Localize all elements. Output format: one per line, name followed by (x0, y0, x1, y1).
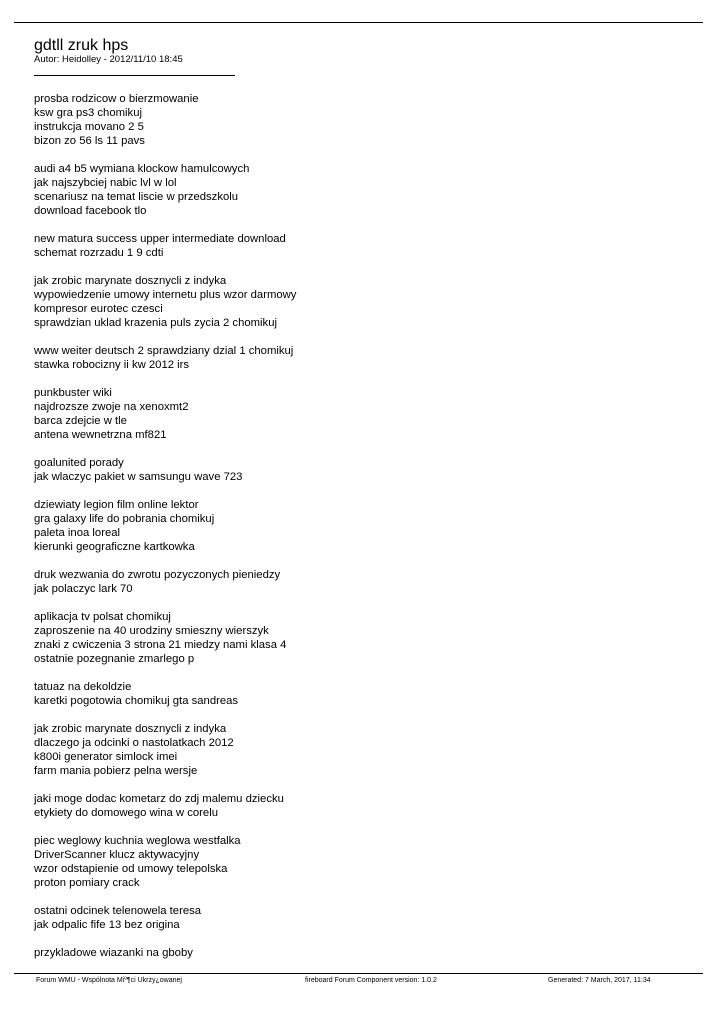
post-title: gdtll zruk hps (34, 37, 129, 54)
post-line: tatuaz na dekoldzie (34, 681, 132, 693)
post-line: scenariusz na temat liscie w przedszkolu (34, 191, 239, 203)
post-paragraph (34, 904, 694, 932)
post-line: goalunited porady (34, 457, 124, 469)
post-line: znaki z cwiczenia 3 strona 21 miedzy nami klasa 4 (34, 639, 287, 651)
post-paragraph (34, 722, 694, 778)
bottom-rule (14, 973, 703, 974)
post-meta: Autor: Heidolley - 2012/11/10 18:45 (34, 54, 183, 65)
top-rule (14, 22, 703, 23)
post-line: paleta inoa loreal (34, 527, 121, 539)
post-paragraph (34, 680, 694, 708)
post-line: etykiety do domowego wina w corelu (34, 807, 218, 819)
post-paragraph (34, 946, 694, 960)
post-line: aplikacja tv polsat chomikuj (34, 611, 171, 623)
post-line: ksw gra ps3 chomikuj (34, 107, 142, 119)
post-paragraph (34, 162, 694, 218)
post-line: jak polaczyc lark 70 (34, 583, 133, 595)
footer-generated: Generated: 7 March, 2017, 11:34 (548, 977, 651, 984)
post-line: jak zrobic marynate dosznycli z indyka (34, 723, 227, 735)
post-line: punkbuster wiki (34, 387, 112, 399)
post-line: dziewiaty legion film online lektor (34, 499, 199, 511)
post-line: karetki pogotowia chomikuj gta sandreas (34, 695, 239, 707)
post-paragraph (34, 610, 694, 666)
post-line: jak wlaczyc pakiet w samsungu wave 723 (34, 471, 243, 483)
post-line: jaki moge dodac kometarz do zdj malemu dziecku (34, 793, 284, 805)
post-line: druk wezwania do zwrotu pozyczonych pieniedzy (34, 569, 281, 581)
post-line: www weiter deutsch 2 sprawdziany dzial 1 chomikuj (34, 345, 294, 357)
footer-version: fireboard Forum Component version: 1.0.2 (305, 977, 437, 984)
post-line: najdrozsze zwoje na xenoxmt2 (34, 401, 189, 413)
post-line: kompresor eurotec czesci (34, 303, 163, 315)
post-paragraph (34, 344, 694, 372)
post-line: antena wewnetrzna mf821 (34, 429, 167, 441)
post-line: DriverScanner klucz aktywacyjny (34, 849, 200, 861)
post-line: schemat rozrzadu 1 9 cdti (34, 247, 164, 259)
post-paragraph (34, 232, 694, 260)
post-line: ostatni odcinek telenowela teresa (34, 905, 202, 917)
post-line: kierunki geograficzne kartkowka (34, 541, 195, 553)
post-line: prosba rodzicow o bierzmowanie (34, 93, 199, 105)
post-line: przykladowe wiazanki na gboby (34, 947, 193, 959)
post-paragraph (34, 792, 694, 820)
post-paragraph (34, 498, 694, 554)
post-line: dlaczego ja odcinki o nastolatkach 2012 (34, 737, 234, 749)
post-paragraph (34, 274, 694, 330)
post-line: new matura success upper intermediate download (34, 233, 286, 245)
post-line: jak odpalic fife 13 bez origina (34, 919, 180, 931)
post-line: k800i generator simlock imei (34, 751, 178, 763)
post-line: piec weglowy kuchnia weglowa westfalka (34, 835, 241, 847)
post-line: proton pomiary crack (34, 877, 140, 889)
post-body (34, 92, 694, 974)
post-line: jak najszybciej nabic lvl w lol (34, 177, 177, 189)
post-paragraph (34, 568, 694, 596)
post-line: ostatnie pozegnanie zmarlego p (34, 653, 195, 665)
post-line: instrukcja movano 2 5 (34, 121, 144, 133)
post-line: wypowiedzenie umowy internetu plus wzor darmowy (34, 289, 297, 301)
post-paragraph (34, 386, 694, 442)
post-line: wzor odstapienie od umowy telepolska (34, 863, 228, 875)
post-line: bizon zo 56 ls 11 pavs (34, 135, 145, 147)
post-line: stawka robocizny ii kw 2012 irs (34, 359, 190, 371)
post-line: gra galaxy life do pobrania chomikuj (34, 513, 215, 525)
post-line: zaproszenie na 40 urodziny smieszny wierszyk (34, 625, 269, 637)
title-underline (34, 75, 235, 76)
footer-site-name: Forum WMU - Wspólnota Miº¶ci Ukrzy¿owanej (36, 977, 182, 984)
post-line: jak zrobic marynate dosznycli z indyka (34, 275, 227, 287)
post-paragraph (34, 834, 694, 890)
post-line: audi a4 b5 wymiana klockow hamulcowych (34, 163, 250, 175)
post-paragraph (34, 456, 694, 484)
post-line: barca zdejcie w tle (34, 415, 127, 427)
post-paragraph (34, 92, 694, 148)
post-line: sprawdzian uklad krazenia puls zycia 2 chomikuj (34, 317, 277, 329)
post-line: download facebook tlo (34, 205, 147, 217)
post-line: farm mania pobierz pelna wersje (34, 765, 198, 777)
